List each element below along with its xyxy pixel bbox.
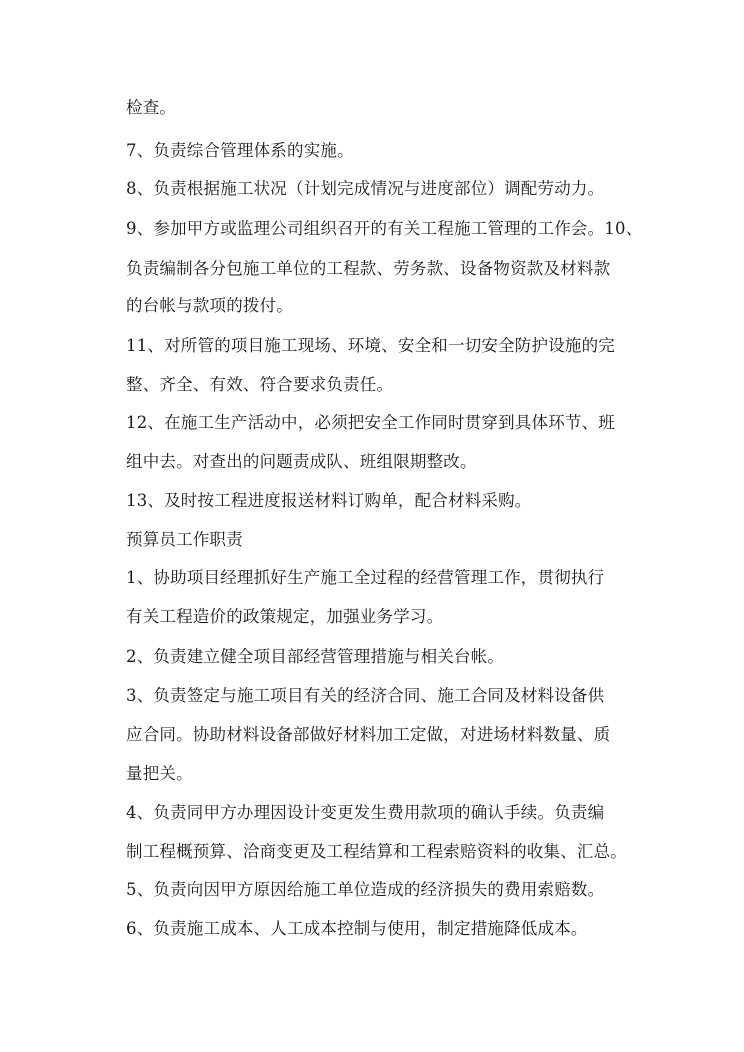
text-line: 5、负责向因甲方原因给施工单位造成的经济损失的费用索赔数。 (126, 880, 605, 899)
text-line: 负责编制各分包施工单位的工程款、劳务款、设备物资款及材料款 (126, 259, 611, 278)
text-line: 制工程概预算、洽商变更及工程结算和工程索赔资料的收集、汇总。 (126, 842, 627, 861)
text-line: 9、参加甲方或监理公司组织召开的有关工程施工管理的工作会。10、 (126, 219, 643, 238)
text-line: 4、负责同甲方办理因设计变更发生费用款项的确认手续。负责编 (126, 803, 605, 822)
text-line: 量把关。 (126, 764, 193, 783)
text-line: 12、在施工生产活动中，必须把安全工作同时贯穿到具体环节、班 (126, 413, 615, 432)
text-line: 13、及时按工程进度报送材料订购单，配合材料采购。 (126, 491, 532, 510)
text-line: 11、对所管的项目施工现场、环境、安全和一切安全防护设施的完 (126, 336, 615, 355)
text-line: 有关工程造价的政策规定，加强业务学习。 (126, 607, 444, 626)
text-line: 的台帐与款项的拨付。 (126, 296, 293, 315)
text-line: 1、协助项目经理抓好生产施工全过程的经营管理工作，贯彻执行 (126, 568, 605, 587)
text-line: 7、负责综合管理体系的实施。 (126, 141, 354, 160)
text-line: 组中去。对查出的问题责成队、班组限期整改。 (126, 452, 477, 471)
text-line: 6、负责施工成本、人工成本控制与使用，制定措施降低成本。 (126, 919, 588, 938)
text-line: 检查。 (126, 98, 177, 117)
text-line: 3、负责签定与施工项目有关的经济合同、施工合同及材料设备供 (126, 686, 605, 705)
text-line: 2、负责建立健全项目部经营管理措施与相关台帐。 (126, 647, 505, 666)
text-line: 8、负责根据施工状况（计划完成情况与进度部位）调配劳动力。 (126, 179, 605, 198)
text-line: 整、齐全、有效、符合要求负责任。 (126, 375, 394, 394)
section-heading: 预算员工作职责 (126, 530, 243, 549)
text-line: 应合同。协助材料设备部做好材料加工定做，对进场材料数量、质 (126, 725, 611, 744)
